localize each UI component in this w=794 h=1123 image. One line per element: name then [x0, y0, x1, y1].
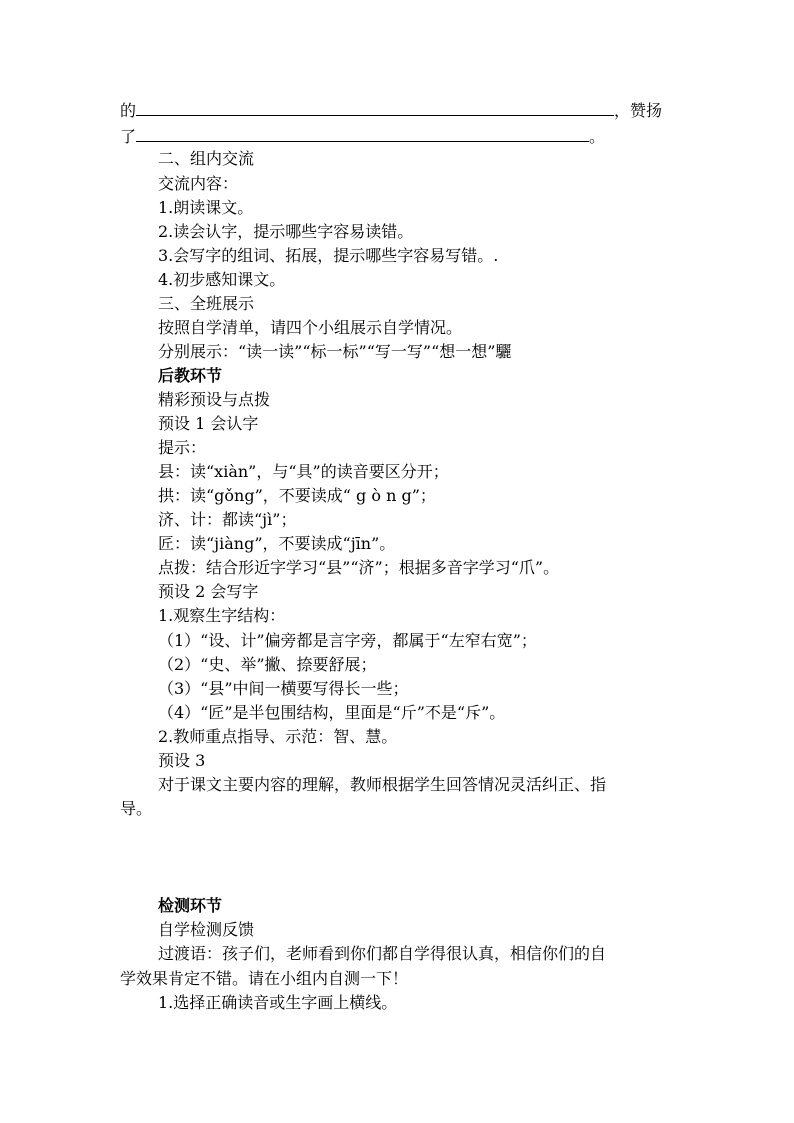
exchange-item-2: 2.读会认字，提示哪些字容易读错。 [158, 222, 414, 241]
exercise-1: 1.选择正确读音或生字画上横线。 [158, 993, 398, 1012]
exchange-item-1: 1.朗读课文。 [158, 198, 254, 217]
preset-3-paragraph-line-1: 对于课文主要内容的理解，教师根据学生回答情况灵活纠正、指 [158, 775, 607, 794]
hint-jiang: 匠：读“jiàng”，不要读成“jīn”。 [158, 534, 396, 553]
transition-paragraph-line-1: 过渡语：孩子们，老师看到你们都自学得很认真，相信你们的自 [158, 944, 607, 963]
paragraph-display-parts: 分别展示：“读一读”“标一标”“写一写”“想一想”驪 [158, 342, 512, 361]
transition-paragraph-line-2: 学效果肯定不错。请在小组内自测一下！ [120, 969, 409, 988]
section-heading-post-teaching: 后教环节 [158, 366, 223, 385]
fill-blank-line-2 [120, 125, 605, 145]
structure-item-1: （1）“设、计”偏旁都是言字旁，都属于“左窄右宽”； [158, 631, 537, 650]
subheading-self-test: 自学检测反馈 [158, 920, 255, 939]
section-heading-group-exchange: 二、组内交流 [158, 149, 255, 168]
section-heading-class-display: 三、全班展示 [158, 294, 255, 313]
observe-structure-label: 1.观察生字结构： [158, 606, 286, 625]
teacher-guidance-item: 2.教师重点指导、示范：智、慧。 [158, 727, 398, 746]
preset-3-heading: 预设 3 [158, 751, 206, 770]
hint-label: 提示： [158, 438, 207, 457]
exchange-item-4: 4.初步感知课文。 [158, 270, 286, 289]
guidance-paragraph: 点拨：结合形近字学习“县”“济”；根据多音字学习“爪”。 [158, 558, 560, 577]
fill-blank-line-1 [120, 99, 662, 119]
structure-item-2: （2）“史、举”撇、捺要舒展； [158, 655, 377, 674]
structure-item-3: （3）“县”中间一横要写得长一些； [158, 679, 409, 698]
text-period: 。 [589, 127, 606, 146]
section-heading-testing: 检测环节 [158, 896, 223, 915]
structure-item-4: （4）“匠”是半包围结构，里面是“斤”不是“斥”。 [158, 703, 506, 722]
hint-ji: 济、计：都读“jì”； [158, 510, 297, 529]
text-zanyang: ，赞扬 [614, 101, 663, 120]
paragraph-display-instructions: 按照自学清单，请四个小组展示自学情况。 [158, 318, 463, 337]
blank-underline-2[interactable] [136, 125, 589, 142]
blank-underline-1[interactable] [136, 99, 614, 116]
exchange-item-3: 3.会写字的组词、拓展，提示哪些字容易写错。. [158, 246, 499, 265]
hint-gong: 拱：读“gǒng”，不要读成“ g ò n g”； [158, 486, 436, 505]
preset-3-paragraph-line-2: 导。 [120, 799, 153, 818]
preset-2-heading: 预设 2 会写字 [158, 582, 259, 601]
text-le: 了 [120, 127, 137, 146]
subheading-presets: 精彩预设与点拨 [158, 390, 271, 409]
preset-1-heading: 预设 1 会认字 [158, 414, 259, 433]
exchange-content-label: 交流内容： [158, 174, 239, 193]
text-de: 的 [120, 101, 137, 120]
hint-xian: 县：读“xiàn”，与“具”的读音要区分开； [158, 462, 449, 481]
